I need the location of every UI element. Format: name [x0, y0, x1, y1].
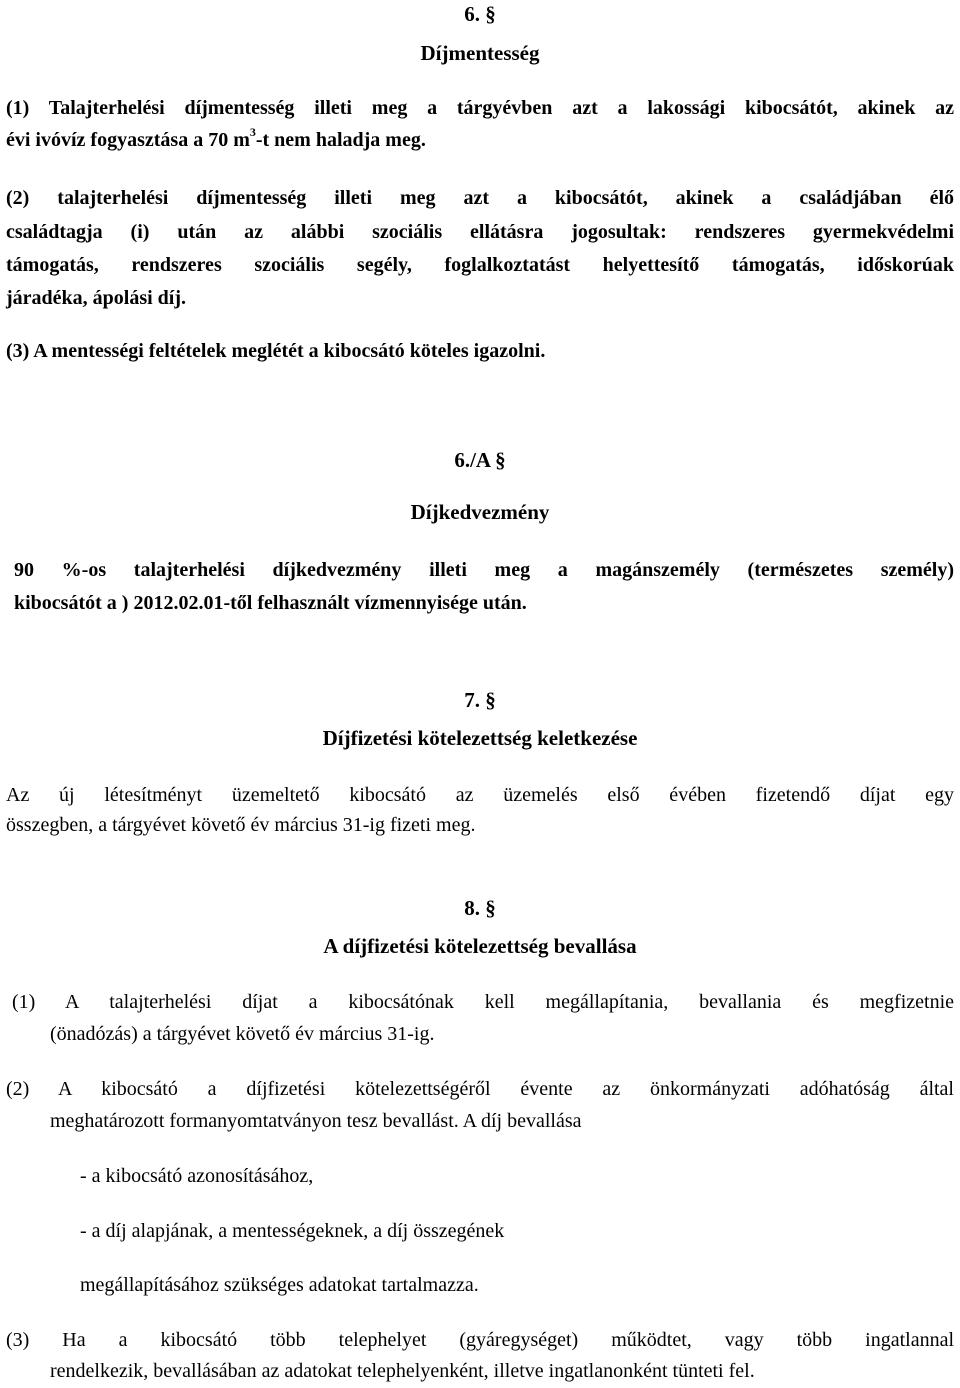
section-8-number: 8. §: [464, 896, 496, 920]
s8-p3-line1: (3) Ha a kibocsátó több telephelyet (gyáregységet) működtet, vagy több ingatlannal: [6, 1329, 954, 1351]
s6-p3: (3) A mentességi feltételek meglétét a kibocsátó köteles igazolni.: [6, 340, 546, 362]
s8-list-item-3: megállapításához szükséges adatokat tartalmazza.: [80, 1274, 479, 1296]
s8-p1-line2: (önadózás) a tárgyévet követő év március 31-ig.: [50, 1023, 435, 1045]
s6-p2-line4: járadéka, ápolási díj.: [6, 287, 187, 309]
s6a-line2: kibocsátót a ) 2012.02.01-től felhasznált vízmennyisége után.: [14, 592, 527, 614]
section-8-title: A díjfizetési kötelezettség bevallása: [323, 934, 637, 958]
s8-p1-line1: (1) A talajterhelési díjat a kibocsátónak kell megállapítania, bevallania és megfizetnie: [12, 991, 954, 1013]
s6-p2-line2: családtagja (i) után az alábbi szociális ellátásra jogosultak: rendszeres gyermekvédelmi: [6, 221, 954, 243]
section-6-title: Díjmentesség: [420, 41, 540, 65]
s6-p2-line3: támogatás, rendszeres szociális segély, foglalkoztatást helyettesítő támogatás, időskorúak: [6, 254, 954, 276]
section-7-title: Díjfizetési kötelezettség keletkezése: [322, 726, 638, 750]
s6-p2-line1: (2) talajterhelési díjmentesség illeti meg azt a kibocsátót, akinek a családjában élő: [6, 187, 954, 209]
s8-list-item-2: - a díj alapjának, a mentességeknek, a díj összegének: [80, 1220, 505, 1242]
section-6a-title: Díjkedvezmény: [410, 500, 550, 524]
s8-list-item-1: - a kibocsátó azonosításához,: [80, 1165, 314, 1187]
section-7-number: 7. §: [464, 688, 496, 712]
section-6a-number: 6./A §: [454, 448, 506, 472]
s8-p2-line2: meghatározott formanyomtatványon tesz bevallást. A díj bevallása: [50, 1110, 582, 1132]
s8-p3-line2: rendelkezik, bevallásában az adatokat telephelyenként, illetve ingatlanonként tünteti fel.: [50, 1360, 755, 1382]
s7-line1: Az új létesítményt üzemeltető kibocsátó az üzemelés első évében fizetendő díjat egy: [6, 784, 954, 806]
s6a-line1: 90 %-os talajterhelési díjkedvezmény illeti meg a magánszemély (természetes személy): [14, 559, 954, 581]
section-6-number: 6. §: [464, 2, 496, 26]
s6-p1-line2: évi ivóvíz fogyasztása a 70 $m^3-t$ nem haladja meg.: [6, 125, 426, 151]
s8-p2-line1: (2) A kibocsátó a díjfizetési kötelezettségéről évente az önkormányzati adóhatóság által: [6, 1078, 954, 1100]
s7-line2: összegben, a tárgyévet követő év március 31-ig fizeti meg.: [6, 814, 476, 836]
s6-p1-line1: (1) Talajterhelési díjmentesség illeti meg a tárgyévben azt a lakossági kibocsátót, akinek az: [6, 97, 954, 119]
